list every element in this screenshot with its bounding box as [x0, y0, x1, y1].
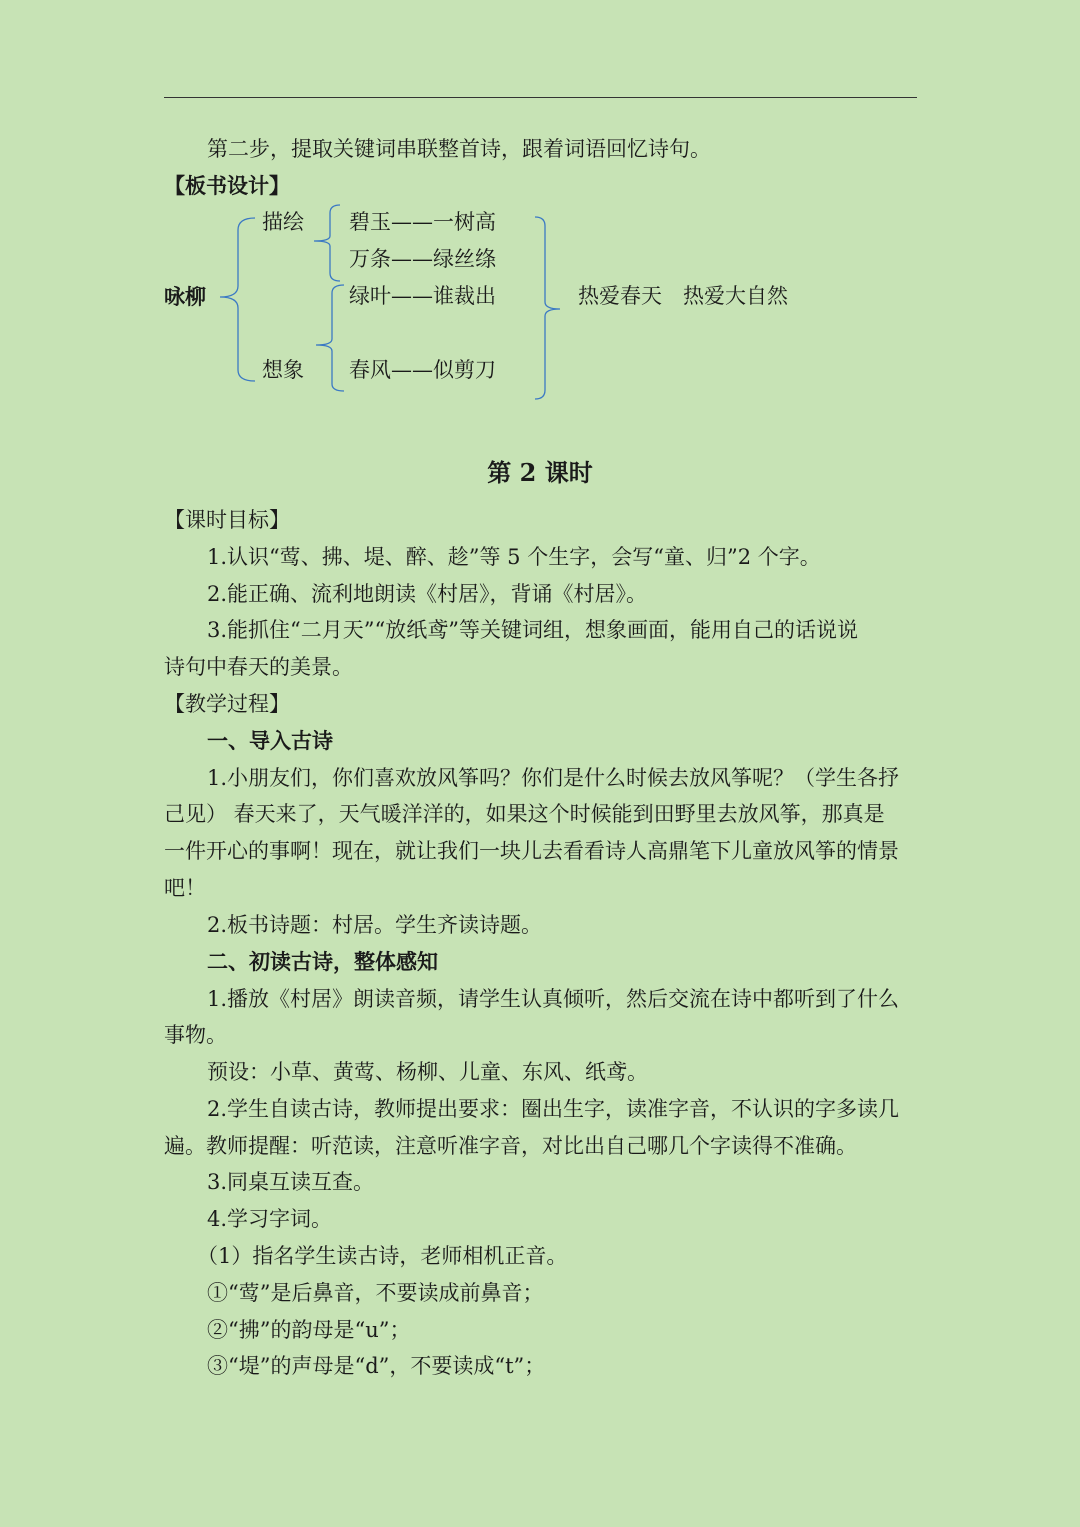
board-braces: [0, 0, 1080, 420]
board-heading: 【板书设计】: [164, 173, 290, 198]
process-heading: 【教学过程】: [164, 692, 290, 716]
paragraph-line: （1）指名学生读古诗，老师相机正音。: [197, 1244, 568, 1268]
section-title: 二、初读古诗，整体感知: [207, 949, 438, 974]
paragraph-line: 吧！: [164, 876, 206, 900]
paragraph-line: 1.播放《村居》朗读音频，请学生认真倾听，然后交流在诗中都听到了什么: [207, 987, 900, 1011]
note-item: ①“莺”是后鼻音，不要读成前鼻音；: [207, 1281, 544, 1305]
board-imagine: 想象: [262, 358, 304, 382]
goals-heading: 【课时目标】: [164, 508, 290, 532]
board-pair: 绿叶——谁裁出: [349, 284, 496, 308]
paragraph-line: 2.板书诗题：村居。学生齐读诗题。: [207, 913, 543, 937]
lesson-title: 第 2 课时: [487, 458, 593, 487]
paragraph-line: 1.小朋友们，你们喜欢放风筝吗？你们是什么时候去放风筝呢？（学生各抒: [207, 766, 900, 790]
board-pair: 碧玉——一树高: [349, 210, 496, 234]
section-title: 一、导入古诗: [207, 728, 333, 753]
board-describe: 描绘: [262, 210, 304, 234]
paragraph-line: 预设：小草、黄莺、杨柳、儿童、东风、纸鸢。: [207, 1060, 648, 1084]
paragraph-line: 己见） 春天来了，天气暖洋洋的，如果这个时候能到田野里去放风筝，那真是: [164, 802, 885, 826]
goal-item: 1.认识“莺、拂、堤、醉、趁”等 5 个生字，会写“童、归”2 个字。: [207, 545, 821, 569]
paragraph-line: 遍。教师提醒：听范读，注意听准字音，对比出自己哪几个字读得不准确。: [164, 1134, 857, 1158]
paragraph-line: 3.同桌互读互查。: [207, 1170, 375, 1194]
paragraph-line: 4.学习字词。: [207, 1207, 333, 1231]
note-item: ②“拂”的韵母是“u”；: [207, 1318, 411, 1342]
goal-item: 诗句中春天的美景。: [164, 655, 353, 679]
board-conclusion: 热爱春天 热爱大自然: [578, 284, 788, 308]
board-title: 咏柳: [164, 284, 206, 309]
paragraph-line: 一件开心的事啊！现在，就让我们一块儿去看看诗人高鼎笔下儿童放风筝的情景: [164, 839, 899, 863]
goal-item: 2.能正确、流利地朗读《村居》，背诵《村居》。: [207, 582, 648, 606]
note-item: ③“堤”的声母是“d”，不要读成“t”；: [207, 1354, 546, 1378]
paragraph-line: 2.学生自读古诗，教师提出要求：圈出生字，读准字音，不认识的字多读几: [207, 1097, 900, 1121]
step2-text: 第二步，提取关键词串联整首诗，跟着词语回忆诗句。: [207, 137, 711, 161]
board-pair: 春风——似剪刀: [349, 358, 496, 382]
goal-item: 3.能抓住“二月天”“放纸鸢”等关键词组，想象画面，能用自己的话说说: [207, 618, 858, 642]
board-pair: 万条——绿丝绦: [349, 247, 496, 271]
paragraph-line: 事物。: [164, 1023, 227, 1047]
